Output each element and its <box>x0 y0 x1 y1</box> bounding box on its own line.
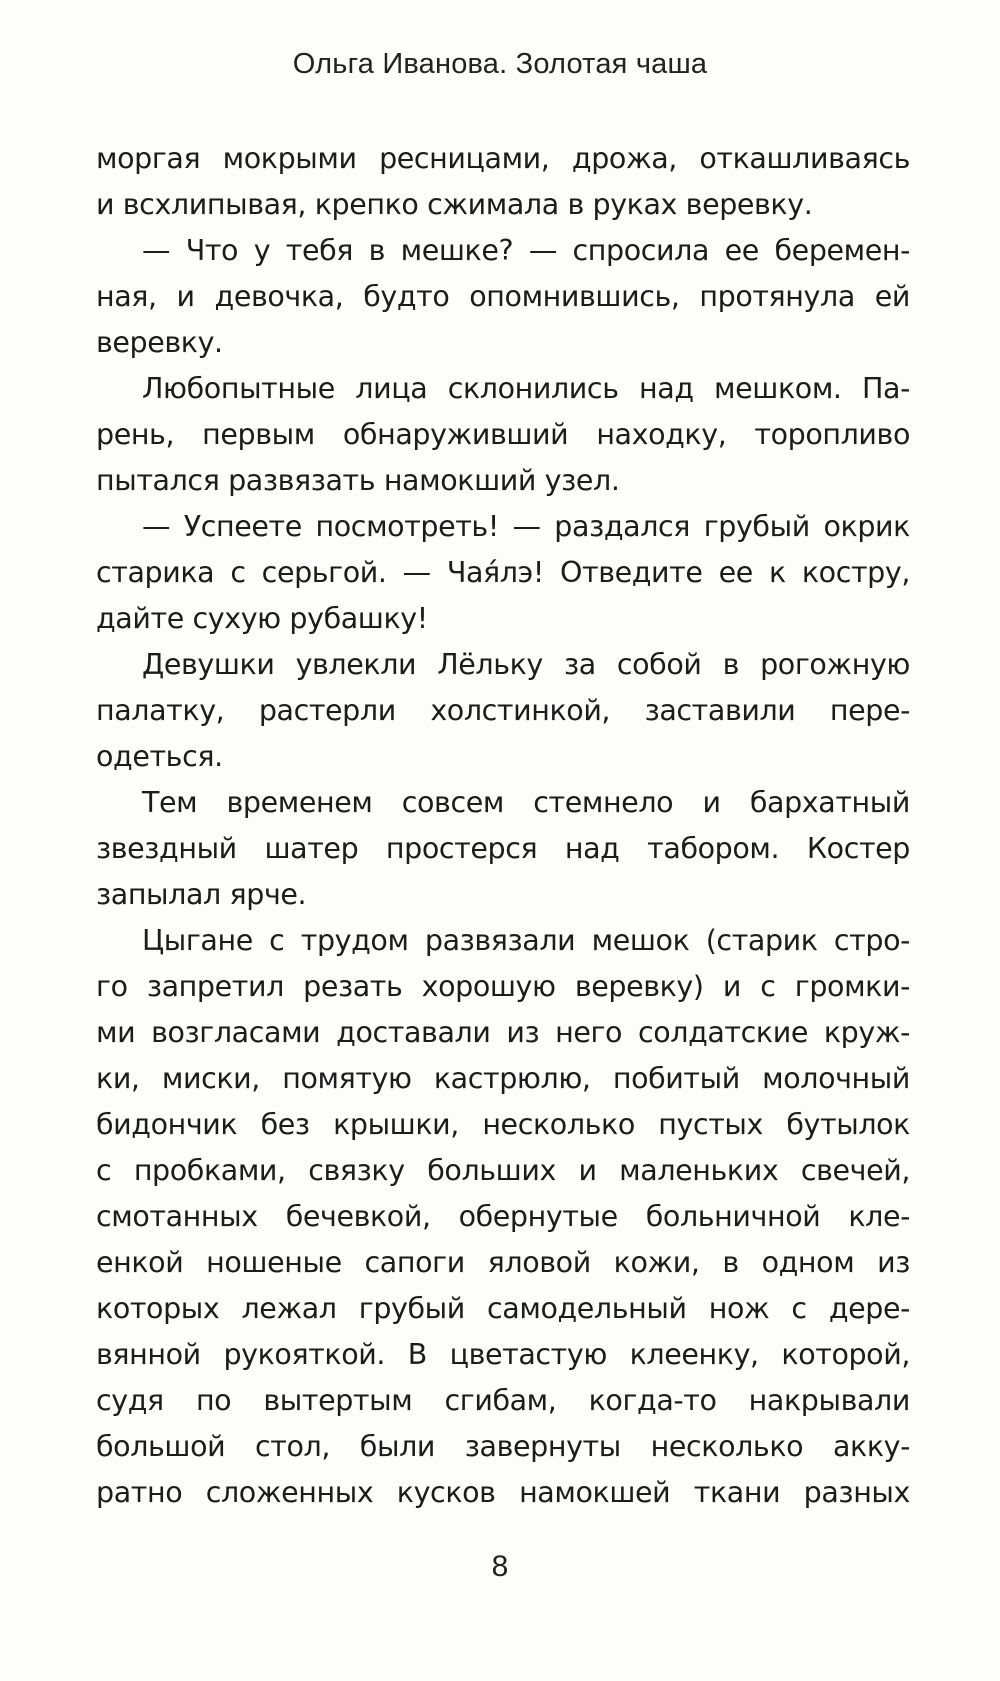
text-line: которых лежал грубый самодельный нож с дере- <box>96 1292 910 1325</box>
text-line: рень, первым обнаруживший находку, торопливо <box>96 418 910 451</box>
running-head: Ольга Иванова. Золотая чаша <box>292 48 708 80</box>
text-line: ки, миски, помятую кастрюлю, побитый молочный <box>96 1062 910 1095</box>
text-line: ратно сложенных кусков намокшей ткани разных <box>96 1476 910 1509</box>
text-line: ми возгласами доставали из него солдатские круж- <box>96 1016 910 1049</box>
text-line: пытался развязать намокший узел. <box>96 464 620 497</box>
text-line: запылал ярче. <box>96 878 307 911</box>
page-number: 8 <box>491 1550 509 1583</box>
text-line: смотанных бечевкой, обернутые больничной кле- <box>96 1200 910 1233</box>
text-line: и всхлипывая, крепко сжимала в руках веревку. <box>96 188 813 221</box>
text-line: дайте сухую рубашку! <box>96 602 428 635</box>
text-line: Любопытные лица склонились над мешком. Па- <box>142 372 910 405</box>
text-line: — Что у тебя в мешке? — спросила ее беремен- <box>142 234 910 267</box>
text-line: большой стол, были завернуты несколько акку- <box>96 1430 910 1463</box>
text-line: — Успеете посмотреть! — раздался грубый окрик <box>142 510 910 543</box>
text-line: палатку, растерли холстинкой, заставили пере- <box>96 694 910 727</box>
text-line: Тем временем совсем стемнело и бархатный <box>142 786 910 819</box>
text-line: ная, и девочка, будто опомнившись, протянула ей <box>96 280 910 313</box>
text-line: звездный шатер простерся над табором. Костер <box>96 832 910 865</box>
text-line: вянной рукояткой. В цветастую клеенку, которой, <box>96 1338 910 1371</box>
text-line: моргая мокрыми ресницами, дрожа, откашливаясь <box>96 142 910 175</box>
text-line: веревку. <box>96 326 223 359</box>
text-line: старика с серьгой. — Чая́лэ! Отведите ее к костру, <box>96 556 910 589</box>
text-line: енкой ношеные сапоги яловой кожи, в одном из <box>96 1246 910 1279</box>
text-line: одеться. <box>96 740 223 773</box>
text-line: судя по вытертым сгибам, когда-то накрывали <box>96 1384 910 1417</box>
text-line: Девушки увлекли Лёльку за собой в рогожную <box>142 648 910 681</box>
text-line: го запретил резать хорошую веревку) и с громки- <box>96 970 910 1003</box>
body-text <box>96 136 910 1516</box>
text-line: бидончик без крышки, несколько пустых бутылок <box>96 1108 910 1141</box>
text-line: Цыгане с трудом развязали мешок (старик стро- <box>142 924 910 957</box>
text-line: с пробками, связку больших и маленьких свечей, <box>96 1154 910 1187</box>
